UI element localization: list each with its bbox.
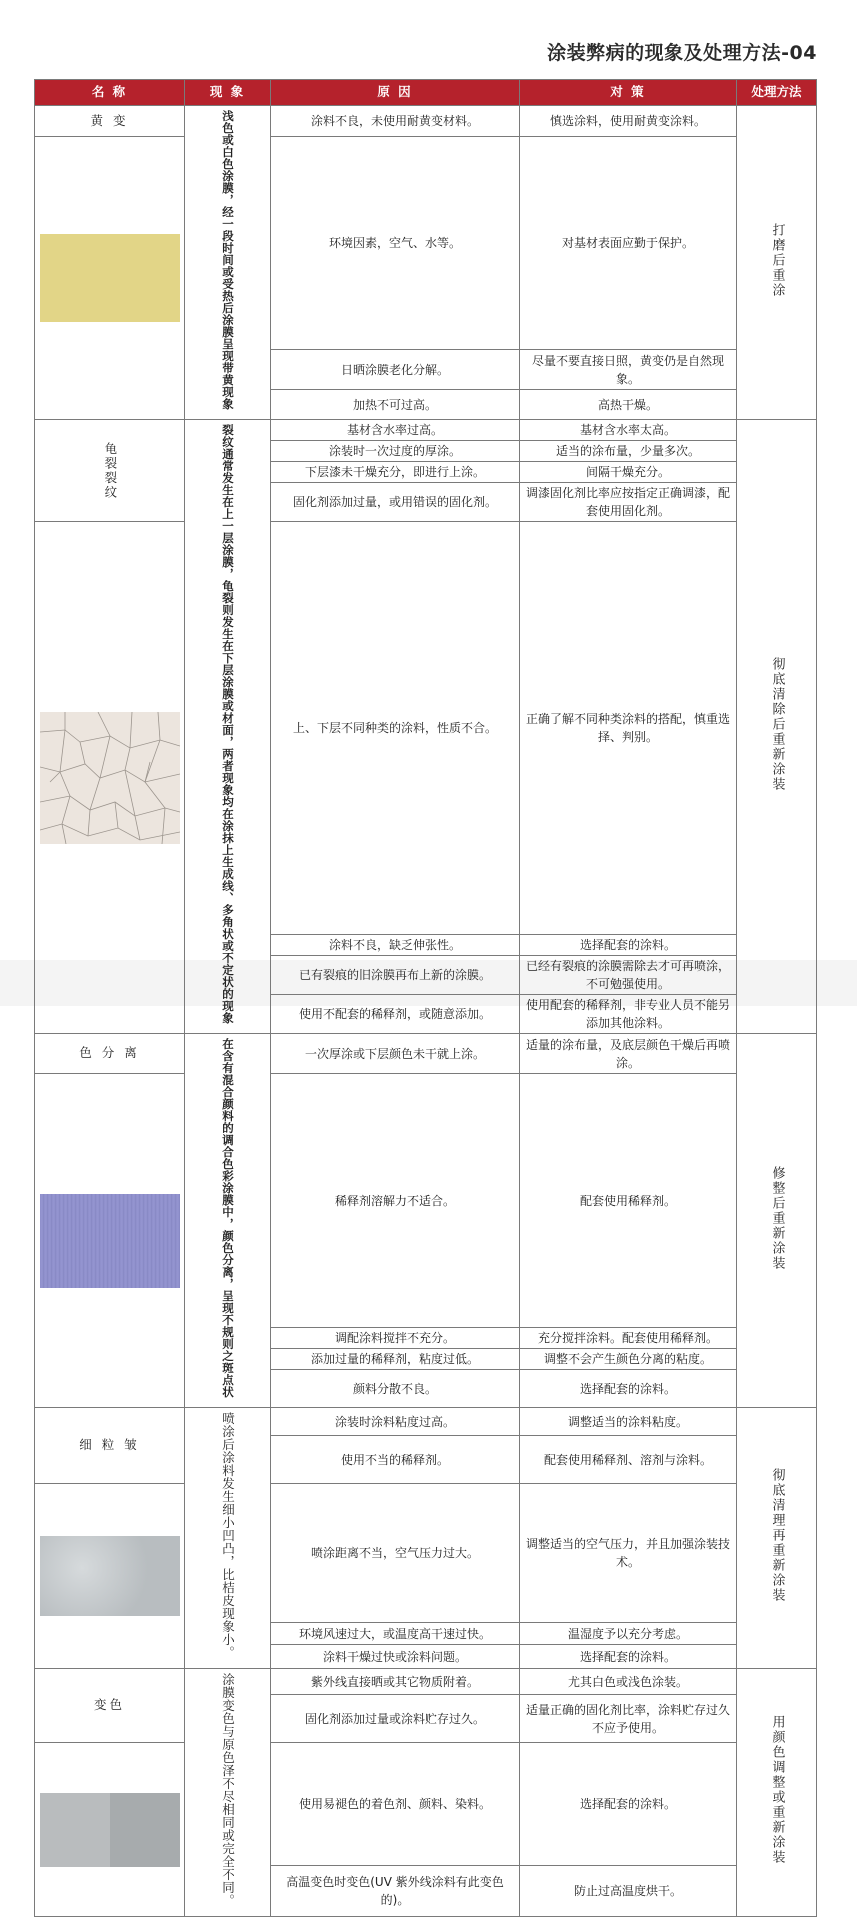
cause-cell: 涂装时涂料粘度过高。 bbox=[271, 1408, 520, 1436]
fix-cell: 选择配套的涂料。 bbox=[520, 1743, 737, 1866]
cause-cell: 下层漆未干燥充分，即进行上涂。 bbox=[271, 462, 520, 483]
phenomenon-cell bbox=[185, 420, 271, 1034]
cause-cell: 涂装时一次过度的厚涂。 bbox=[271, 441, 520, 462]
cause-cell: 颜料分散不良。 bbox=[271, 1370, 520, 1408]
fix-cell: 选择配套的涂料。 bbox=[520, 1645, 737, 1669]
phenomenon-text: 涂膜变色与原色泽不尽相同或完全不同。 bbox=[220, 1673, 236, 1907]
fix-cell: 调整适当的涂料粘度。 bbox=[520, 1408, 737, 1436]
method-text: 用颜色调整或重新涂装 bbox=[769, 1715, 785, 1865]
fix-cell: 调整适当的空气压力，并且加强涂装技术。 bbox=[520, 1484, 737, 1623]
cause-cell: 高温变色时变色(UV 紫外线涂料有此变色的)。 bbox=[271, 1866, 520, 1917]
fix-cell: 适量的涂布量，及底层颜色干燥后再喷涂。 bbox=[520, 1034, 737, 1074]
crack-pattern-graphic bbox=[40, 712, 180, 844]
method-cell bbox=[737, 106, 817, 420]
table-row bbox=[35, 1484, 817, 1623]
fix-cell: 慎选涂料，使用耐黄变涂料。 bbox=[520, 106, 737, 137]
cause-cell: 使用不当的稀释剂。 bbox=[271, 1436, 520, 1484]
cause-cell: 涂料不良，未使用耐黄变材料。 bbox=[271, 106, 520, 137]
fix-cell: 选择配套的涂料。 bbox=[520, 1370, 737, 1408]
fix-cell: 适量正确的固化剂比率，涂料贮存过久不应予使用。 bbox=[520, 1695, 737, 1743]
table-row bbox=[35, 1743, 817, 1866]
table-row bbox=[35, 522, 817, 935]
header-method: 处理方法 bbox=[737, 80, 817, 106]
cause-cell: 已有裂痕的旧涂膜再布上新的涂膜。 bbox=[271, 956, 520, 995]
defect-name: 变色 bbox=[35, 1669, 185, 1743]
swatch-cell bbox=[35, 1074, 185, 1408]
method-text: 打磨后重涂 bbox=[769, 222, 785, 298]
fix-cell: 选择配套的涂料。 bbox=[520, 935, 737, 956]
method-text: 修整后重新涂装 bbox=[769, 1165, 785, 1271]
defect-name: 细 粒 皱 bbox=[35, 1408, 185, 1484]
method-cell bbox=[737, 1408, 817, 1669]
page-title: 涂装弊病的现象及处理方法-04 bbox=[547, 42, 817, 64]
phenomenon-cell bbox=[185, 106, 271, 420]
cause-cell: 基材含水率过高。 bbox=[271, 420, 520, 441]
color-separation-swatch bbox=[40, 1194, 180, 1288]
fix-cell: 使用配套的稀释剂，非专业人员不能另添加其他涂料。 bbox=[520, 995, 737, 1034]
table-row bbox=[35, 137, 817, 350]
yellowing-swatch bbox=[40, 234, 180, 322]
table-header-row bbox=[35, 80, 817, 106]
defect-name: 龟裂裂纹 bbox=[35, 420, 185, 522]
fix-cell: 尤其白色或浅色涂装。 bbox=[520, 1669, 737, 1695]
fix-cell: 适当的涂布量，少量多次。 bbox=[520, 441, 737, 462]
table-row bbox=[35, 1034, 817, 1074]
fix-cell: 间隔干燥充分。 bbox=[520, 462, 737, 483]
swatch-cell bbox=[35, 522, 185, 1034]
phenomenon-text: 裂纹通常发生在上一层涂膜，龟裂则发生在下层涂膜或材面，两者现象均在涂抹上生成线、多角状或不定状的现象 bbox=[221, 424, 235, 1024]
table-row bbox=[35, 420, 817, 441]
cause-cell: 日晒涂膜老化分解。 bbox=[271, 350, 520, 390]
header-cause: 原 因 bbox=[271, 80, 520, 106]
cause-cell: 一次厚涂或下层颜色未干就上涂。 bbox=[271, 1034, 520, 1074]
method-text: 彻底清理再重新涂装 bbox=[769, 1468, 785, 1603]
fix-cell: 对基材表面应勤于保护。 bbox=[520, 137, 737, 350]
fix-cell: 基材含水率太高。 bbox=[520, 420, 737, 441]
table-row bbox=[35, 1074, 817, 1328]
fix-cell: 配套使用稀释剂。 bbox=[520, 1074, 737, 1328]
cause-cell: 喷涂距离不当，空气压力过大。 bbox=[271, 1484, 520, 1623]
defects-table bbox=[34, 79, 817, 1917]
header-name: 名 称 bbox=[35, 80, 185, 106]
cause-cell: 上、下层不同种类的涂料，性质不合。 bbox=[271, 522, 520, 935]
method-cell bbox=[737, 1034, 817, 1408]
cause-cell: 添加过量的稀释剂，粘度过低。 bbox=[271, 1349, 520, 1370]
method-cell bbox=[737, 1669, 817, 1917]
fix-cell: 尽量不要直接日照，黄变仍是自然现象。 bbox=[520, 350, 737, 390]
fix-cell: 防止过高温度烘干。 bbox=[520, 1866, 737, 1917]
fix-cell: 配套使用稀释剂、溶剂与涂料。 bbox=[520, 1436, 737, 1484]
cause-cell: 加热不可过高。 bbox=[271, 390, 520, 420]
defect-name: 黄 变 bbox=[35, 106, 185, 137]
fix-cell: 调整不会产生颜色分离的粘度。 bbox=[520, 1349, 737, 1370]
phenomenon-text: 浅色或白色涂膜，经一段时间或受热后涂膜呈现带黄现象 bbox=[221, 110, 235, 410]
table-row bbox=[35, 106, 817, 137]
fix-cell: 温湿度予以充分考虑。 bbox=[520, 1623, 737, 1645]
cause-cell: 紫外线直接晒或其它物质附着。 bbox=[271, 1669, 520, 1695]
fix-cell: 高热干燥。 bbox=[520, 390, 737, 420]
swatch-cell bbox=[35, 1484, 185, 1669]
cause-cell: 固化剂添加过量或涂料贮存过久。 bbox=[271, 1695, 520, 1743]
cause-cell: 环境因素，空气、水等。 bbox=[271, 137, 520, 350]
cause-cell: 使用易褪色的着色剂、颜料、染料。 bbox=[271, 1743, 520, 1866]
cracking-swatch bbox=[40, 712, 180, 844]
cause-cell: 涂料不良，缺乏伸张性。 bbox=[271, 935, 520, 956]
discoloration-swatch bbox=[40, 1793, 180, 1867]
phenomenon-cell bbox=[185, 1669, 271, 1917]
cause-cell: 固化剂添加过量，或用错误的固化剂。 bbox=[271, 483, 520, 522]
cause-cell: 涂料干燥过快或涂料问题。 bbox=[271, 1645, 520, 1669]
cause-cell: 环境风速过大，或温度高干速过快。 bbox=[271, 1623, 520, 1645]
phenomenon-text: 喷涂后涂料发生细小凹凸，比桔皮现象小。 bbox=[220, 1412, 236, 1659]
cause-cell: 稀释剂溶解力不适合。 bbox=[271, 1074, 520, 1328]
fix-cell: 调漆固化剂比率应按指定正确调漆，配套使用固化剂。 bbox=[520, 483, 737, 522]
orange-peel-swatch bbox=[40, 1536, 180, 1616]
header-countermeasure: 对 策 bbox=[520, 80, 737, 106]
phenomenon-text: 在含有混合颜料的调合色彩涂膜中，颜色分离，呈现不规则之斑点状 bbox=[221, 1038, 235, 1398]
method-cell bbox=[737, 420, 817, 1034]
swatch-cell bbox=[35, 137, 185, 420]
swatch-cell bbox=[35, 1743, 185, 1917]
phenomenon-cell bbox=[185, 1408, 271, 1669]
table-row bbox=[35, 1408, 817, 1436]
defect-name: 色 分 离 bbox=[35, 1034, 185, 1074]
method-text: 彻底清除后重新涂装 bbox=[769, 656, 785, 792]
fix-cell: 已经有裂痕的涂膜需除去才可再喷涂，不可勉强使用。 bbox=[520, 956, 737, 995]
table-row bbox=[35, 1669, 817, 1695]
header-phenomenon: 现 象 bbox=[185, 80, 271, 106]
fix-cell: 充分搅拌涂料。配套使用稀释剂。 bbox=[520, 1328, 737, 1349]
fix-cell: 正确了解不同种类涂料的搭配，慎重选择、判别。 bbox=[520, 522, 737, 935]
phenomenon-cell bbox=[185, 1034, 271, 1408]
cause-cell: 调配涂料搅拌不充分。 bbox=[271, 1328, 520, 1349]
cause-cell: 使用不配套的稀释剂，或随意添加。 bbox=[271, 995, 520, 1034]
